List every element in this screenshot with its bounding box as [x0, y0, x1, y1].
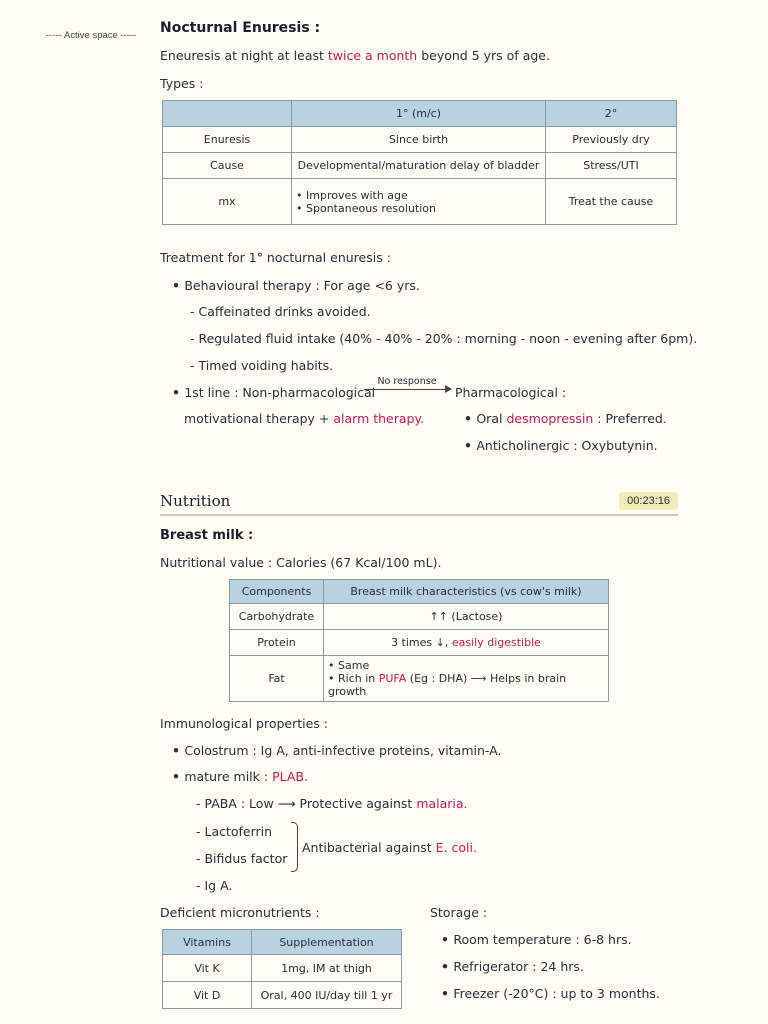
- table-cell: Protein: [230, 630, 324, 656]
- behavioural-item: - Caffeinated drinks avoided.: [190, 304, 371, 319]
- immunological-title: Immunological properties :: [160, 716, 329, 731]
- enuresis-title: Nocturnal Enuresis :: [160, 20, 321, 36]
- storage-title: Storage :: [430, 905, 488, 920]
- table-header-cell: 1° (m/c): [292, 101, 546, 127]
- protein-pre: 3 times ↓,: [391, 636, 452, 649]
- table-header-cell: [163, 101, 292, 127]
- enuresis-definition: [160, 48, 550, 63]
- oral-pre: Oral: [476, 411, 507, 426]
- table-header-cell: 2°: [546, 101, 677, 127]
- storage-item: [441, 959, 584, 974]
- table-header-row: [230, 580, 609, 604]
- fat-list: [328, 659, 604, 698]
- table-header-cell: Components: [230, 580, 324, 604]
- breast-milk-title: Breast milk :: [160, 528, 254, 543]
- anticholinergic: [464, 438, 658, 453]
- table-cell: Fat: [230, 656, 324, 702]
- storage-text: Refrigerator : 24 hrs.: [453, 959, 584, 974]
- table-row: [163, 127, 677, 153]
- iga: - Ig A.: [196, 878, 233, 893]
- antibacterial: [302, 840, 477, 855]
- definition-highlight: twice a month: [327, 48, 418, 63]
- table-cell: 1mg, IM at thigh: [252, 955, 402, 982]
- table-row: [163, 955, 402, 982]
- ecoli-highlight: E. coli.: [435, 840, 477, 855]
- arrow-label: No response: [377, 376, 437, 387]
- table-cell: Cause: [163, 153, 292, 179]
- behavioural-therapy: [172, 278, 420, 293]
- table-cell: Since birth: [292, 127, 546, 153]
- table-row: [163, 982, 402, 1009]
- list-item: • Improves with age: [296, 189, 541, 202]
- table-cell: Developmental/maturation delay of bladder: [292, 153, 546, 179]
- treatment-title: Treatment for 1° nocturnal enuresis :: [160, 250, 391, 265]
- protein-highlight: easily digestible: [451, 636, 541, 649]
- types-label: Types :: [160, 76, 204, 91]
- storage-text: Room temperature : 6-8 hrs.: [453, 932, 632, 947]
- micronutrients-title: Deficient micronutrients :: [160, 905, 320, 920]
- desmopressin: desmopressin: [506, 411, 594, 426]
- table-cell: Vit D: [163, 982, 252, 1009]
- colostrum: [172, 743, 501, 758]
- nutrition-title: Nutrition: [160, 492, 231, 510]
- motivational-pre: motivational therapy +: [184, 411, 334, 426]
- table-row: [230, 656, 609, 702]
- antibacterial-pre: Antibacterial against: [302, 840, 436, 855]
- plab-highlight: PLAB.: [272, 769, 308, 784]
- oral-post: : Preferred.: [593, 411, 667, 426]
- storage-item: [441, 986, 660, 1001]
- fat-item-2-pre: Rich in: [338, 672, 379, 685]
- paba: [196, 796, 468, 811]
- table-cell: Vit K: [163, 955, 252, 982]
- lactoferrin: - Lactoferrin: [196, 824, 273, 839]
- storage-item: [441, 932, 632, 947]
- motivational-therapy: [184, 411, 424, 426]
- breast-milk-table: [229, 579, 609, 702]
- timer-badge: 00:23:16: [619, 492, 678, 510]
- first-line-text: 1st line : Non-pharmacological: [184, 385, 376, 400]
- paba-pre: - PABA : Low ⟶ Protective against: [196, 796, 417, 811]
- no-response-arrow: [364, 376, 450, 390]
- table-row: [163, 179, 677, 225]
- table-cell: Previously dry: [546, 127, 677, 153]
- nutritional-value: Nutritional value : Calories (67 Kcal/100 mL).: [160, 555, 442, 570]
- table-header-cell: Vitamins: [163, 930, 252, 955]
- nutrition-header: [160, 492, 678, 516]
- behavioural-text: Behavioural therapy : For age <6 yrs.: [184, 278, 420, 293]
- table-header-cell: Supplementation: [252, 930, 402, 955]
- definition-pre: Eneuresis at night at least: [160, 48, 328, 63]
- anticholinergic-text: Anticholinergic : Oxybutynin.: [476, 438, 658, 453]
- alarm-therapy: alarm therapy.: [333, 411, 425, 426]
- table-header-row: [163, 930, 402, 955]
- enuresis-types-table: [162, 100, 677, 225]
- table-header-cell: Breast milk characteristics (vs cow's milk): [324, 580, 609, 604]
- behavioural-item: - Regulated fluid intake (40% - 40% - 20% : morning - noon - evening after 6pm).: [190, 331, 698, 346]
- behavioural-item: - Timed voiding habits.: [190, 358, 334, 373]
- micronutrients-table: [162, 929, 402, 1009]
- storage-text: Freezer (-20°C) : up to 3 months.: [453, 986, 660, 1001]
- table-cell: mx: [163, 179, 292, 225]
- malaria-highlight: malaria.: [416, 796, 468, 811]
- colostrum-text: Colostrum : Ig A, anti-infective proteins, vitamin-A.: [184, 743, 502, 758]
- fat-item-2-post: (Eg : DHA) ⟶ Helps in brain growth: [328, 672, 567, 698]
- table-cell: Oral, 400 IU/day till 1 yr: [252, 982, 402, 1009]
- table-cell: Treat the cause: [546, 179, 677, 225]
- fat-item-1: Same: [338, 659, 370, 672]
- pufa-highlight: PUFA: [378, 672, 407, 685]
- pharmacological-label: Pharmacological :: [455, 385, 567, 400]
- table-cell: ↑↑ (Lactose): [324, 604, 609, 630]
- definition-post: beyond 5 yrs of age.: [417, 48, 550, 63]
- first-line: [172, 385, 375, 400]
- active-space-label: ----- Active space -----: [46, 30, 137, 41]
- table-cell: [324, 630, 609, 656]
- bifidus-factor: - Bifidus factor: [196, 851, 288, 866]
- mature-pre: mature milk :: [184, 769, 273, 784]
- table-row: [230, 604, 609, 630]
- list-item: [328, 672, 604, 698]
- table-row: [163, 153, 677, 179]
- mature-milk: [172, 769, 308, 784]
- arrow-icon: [364, 389, 450, 390]
- table-row: [230, 630, 609, 656]
- table-cell: Stress/UTI: [546, 153, 677, 179]
- table-cell: Carbohydrate: [230, 604, 324, 630]
- brace-icon: [291, 822, 298, 872]
- oral-desmopressin: [464, 411, 667, 426]
- table-cell: [324, 656, 609, 702]
- list-item: [328, 659, 604, 672]
- mx-list: [296, 189, 541, 215]
- list-item: • Spontaneous resolution: [296, 202, 541, 215]
- table-cell: [292, 179, 546, 225]
- table-cell: Enuresis: [163, 127, 292, 153]
- table-header-row: [163, 101, 677, 127]
